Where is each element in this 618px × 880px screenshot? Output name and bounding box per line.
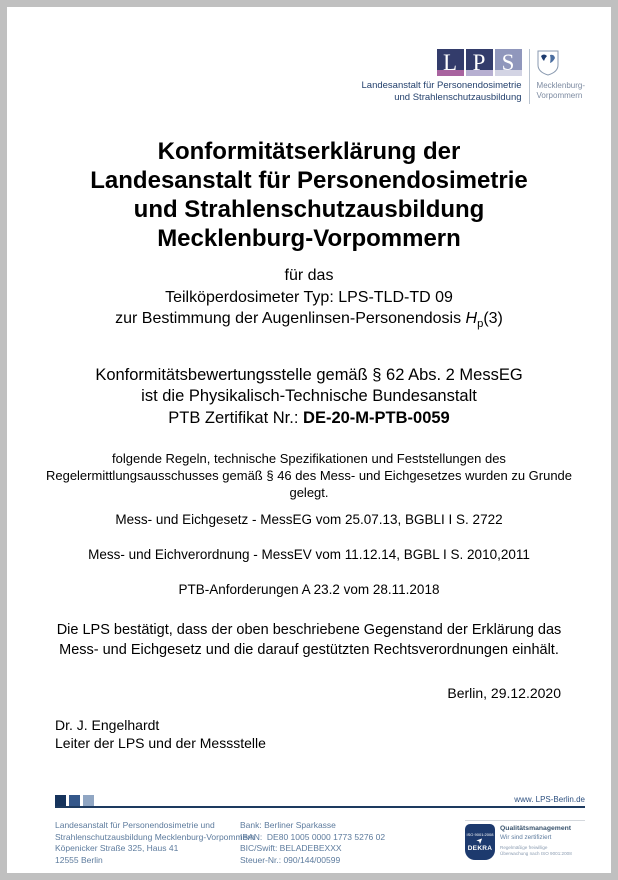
bank-line4: Steuer-Nr.: 090/144/00599 xyxy=(240,854,341,865)
lps-logo xyxy=(362,49,585,104)
logo-region-line1: Mecklenburg- xyxy=(536,81,585,90)
title-line4: Mecklenburg-Vorpommern xyxy=(157,225,461,252)
regulation-ptb: PTB-Anforderungen A 23.2 vom 28.11.2018 xyxy=(178,582,440,598)
logo-org-line1: Landesanstalt für Personendosimetrie xyxy=(361,80,522,91)
footer-bank xyxy=(240,820,465,866)
footer-separator xyxy=(55,795,585,808)
subject-line3-prefix: zur Bestimmung der Augenlinsen-Personendosis xyxy=(115,310,466,327)
footer xyxy=(55,820,585,866)
authority-line3 xyxy=(7,408,611,430)
document-body xyxy=(7,137,611,752)
coat-of-arms-icon xyxy=(537,50,559,76)
authority-line2: ist die Physikalisch-Technische Bundesanstalt xyxy=(141,387,477,406)
basis-intro: folgende Regeln, technische Spezifikationen und Feststellungen des Regelermittlungsausschusses gemäß § 46 des Mess- und Eichgesetzes wurden zu Grunde gelegt. xyxy=(45,451,573,501)
dekra-name: DEKRA xyxy=(467,844,493,852)
logo-letter-l: L xyxy=(437,49,464,76)
bank-line2: IBAN: DE80 1005 0000 1773 5276 02 xyxy=(240,831,386,842)
logo-divider xyxy=(529,49,530,104)
address-line1: Landesanstalt für Personendosimetrie und xyxy=(55,820,215,830)
logo-right xyxy=(537,49,585,104)
subject-line3-suffix: (3) xyxy=(483,310,503,327)
page-title xyxy=(7,137,611,253)
certificate-number: DE-20-M-PTB-0059 xyxy=(303,408,450,427)
dekra-iso-label: ISO 9001:2008 xyxy=(466,831,494,837)
logo-org-name xyxy=(362,80,522,104)
bank-line3: BIC/Swift: BELADEBEXXX xyxy=(240,843,342,853)
dekra-cert-title: Qualitätsmanagement xyxy=(500,825,572,832)
logo-letter-s: S xyxy=(495,49,522,76)
signer-name: Dr. J. Engelhardt xyxy=(55,717,160,734)
bank-line1: Bank: Berliner Sparkasse xyxy=(240,820,336,830)
authority-line1: Konformitätsbewertungsstelle gemäß § 62 Abs. 2 MessEG xyxy=(95,365,523,384)
logo-region-line2: Vorpommern xyxy=(536,91,583,100)
signer-role: Leiter der LPS und der Messstelle xyxy=(55,735,266,752)
subject-line1: für das xyxy=(284,267,334,284)
regulation-messev: Mess- und Eichverordnung - MessEV vom 11.12.14, BGBL I S. 2010,2011 xyxy=(88,547,530,563)
place-date: Berlin, 29.12.2020 xyxy=(447,685,561,702)
footer-address xyxy=(55,820,255,866)
subject-block xyxy=(7,265,611,336)
logo-org-line2: und Strahlenschutzausbildung xyxy=(394,92,522,103)
address-line4: 12555 Berlin xyxy=(55,854,103,865)
lps-letter-blocks xyxy=(437,49,522,76)
dekra-cert-small2: Überwachung nach ISO 9001:2008 xyxy=(500,850,572,856)
declaration-text: Die LPS bestätigt, dass der oben beschriebene Gegenstand der Erklärung das Mess- und Eichgesetz und die darauf gestützten Rechtsverordnungen einhält. xyxy=(56,622,562,658)
dose-subscript: p xyxy=(477,318,484,331)
title-line3: und Strahlenschutzausbildung xyxy=(133,196,485,223)
address-line3: Köpenicker Straße 325, Haus 41 xyxy=(55,843,179,853)
authority-block xyxy=(7,365,611,430)
dekra-cert-line: Wir sind zertifiziert xyxy=(500,834,552,841)
dekra-cert-small1: Regelmäßige freiwillige xyxy=(500,845,548,850)
regulation-messeg: Mess- und Eichgesetz - MessEG vom 25.07.13, BGBLI I S. 2722 xyxy=(115,512,503,528)
dekra-badge-icon xyxy=(465,824,495,860)
dekra-seal xyxy=(465,820,585,860)
footer-squares-icon xyxy=(55,795,94,806)
website-link[interactable]: www. LPS-Berlin.de xyxy=(514,795,585,804)
logo-region xyxy=(537,81,585,101)
header xyxy=(7,7,611,104)
subject-line2: Teilköperdosimeter Typ: LPS-TLD-TD 09 xyxy=(165,288,453,306)
logo-left xyxy=(362,49,522,104)
certificate-label: PTB Zertifikat Nr.: xyxy=(168,408,304,427)
signature-block xyxy=(7,716,611,752)
title-line2: Landesanstalt für Personendosimetrie xyxy=(90,167,528,194)
title-line1: Konformitätserklärung der xyxy=(157,138,461,165)
logo-letter-p: P xyxy=(466,49,493,76)
square-medium-icon xyxy=(69,795,80,806)
dose-symbol: H xyxy=(465,310,478,327)
address-line2: Strahlenschutzausbildung Mecklenburg-Vorpommern xyxy=(55,831,255,842)
square-light-icon xyxy=(83,795,94,806)
dekra-cert-text xyxy=(500,824,572,860)
dekra-arrow-icon: ➤ xyxy=(474,834,486,846)
subject-line3 xyxy=(7,308,611,336)
square-dark-icon xyxy=(55,795,66,806)
